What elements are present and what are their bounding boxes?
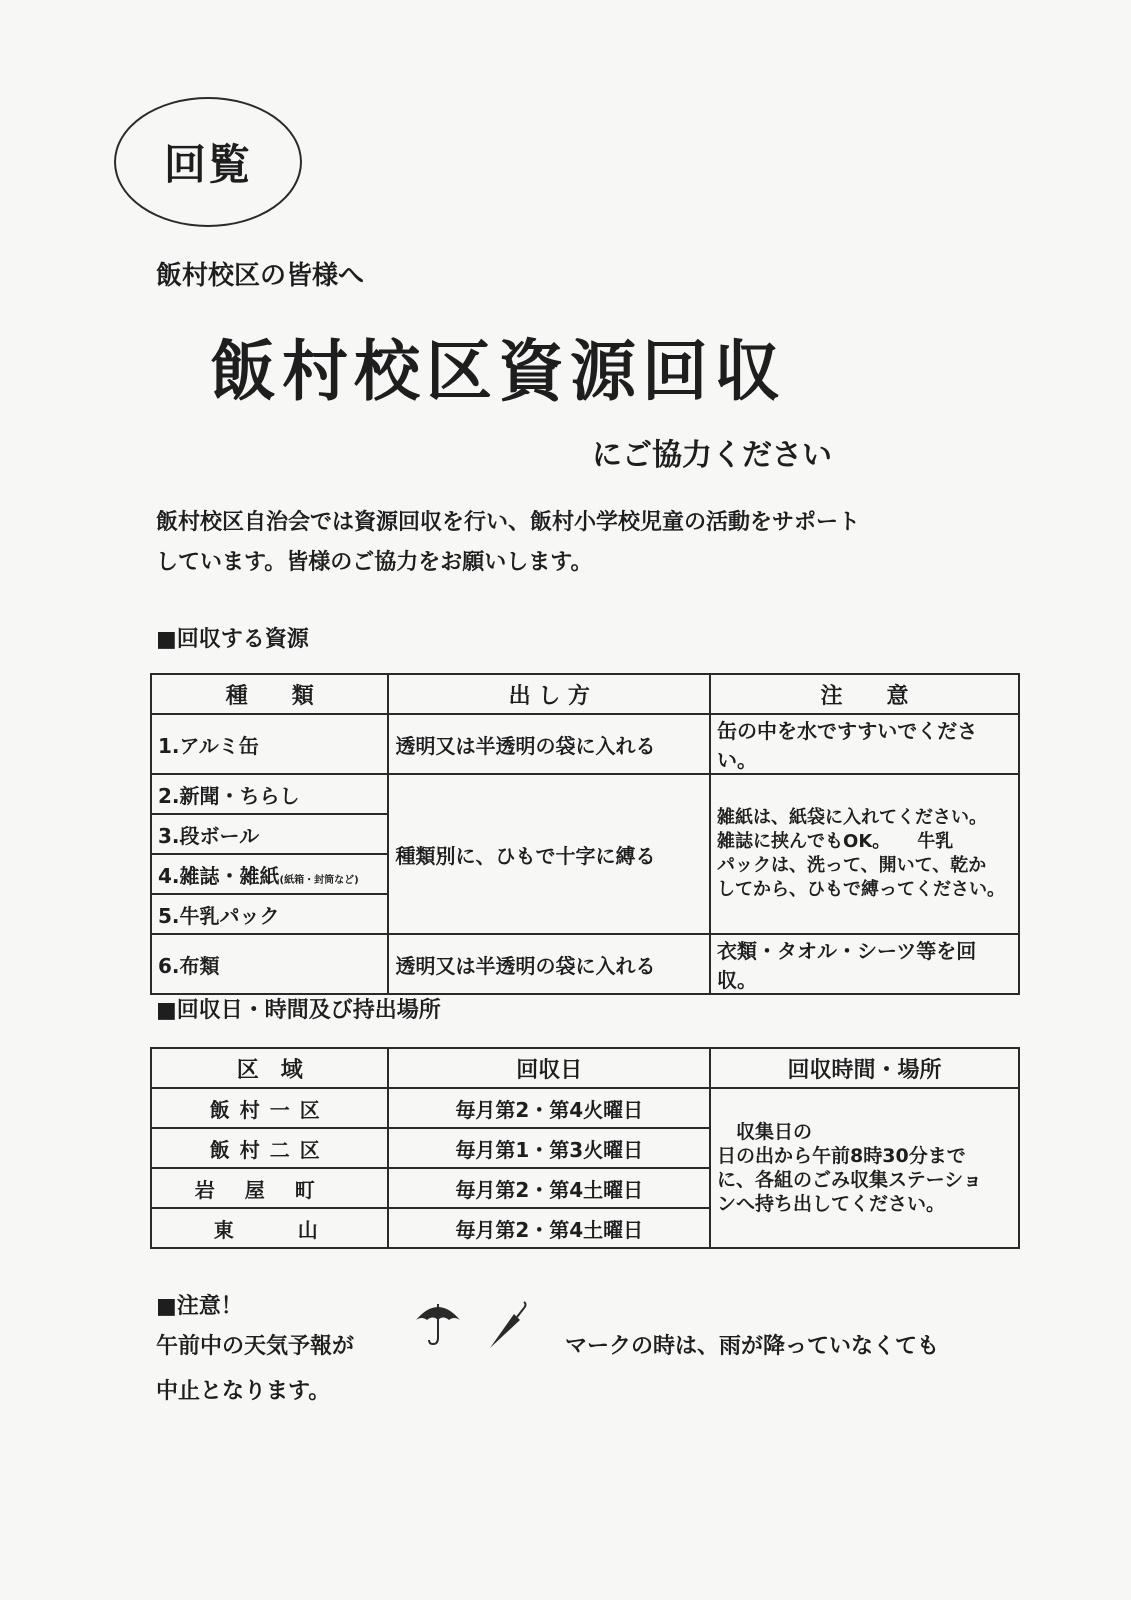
caution-line: パックは、洗って、開いて、乾か [717,855,987,876]
item-cell: 3.段ボール [151,814,388,854]
method-cell: 透明又は半透明の袋に入れる [388,714,710,774]
umbrella-open-icon [412,1298,464,1348]
warning-line-2: 中止となります。 [156,1379,331,1404]
resources-table [150,673,1020,995]
section-heading-schedule: ■回収日・時間及び持出場所 [156,998,441,1023]
header-type: 種 類 [151,674,388,714]
table-row [151,774,1019,814]
salutation: 飯村校区の皆様へ [156,261,365,291]
page-title: 飯村校区資源回収 [210,333,786,410]
caution-cell-paper [710,774,1019,934]
header-caution: 注 意 [710,674,1019,714]
item-cell: 2.新聞・ちらし [151,774,388,814]
intro-line-1: 飯村校区自治会では資源回収を行い、飯村小学校児童の活動をサポート [156,510,861,535]
table-header-row [151,1048,1019,1088]
area-cell: 岩屋町 [151,1168,388,1208]
section-heading-resources: ■回収する資源 [156,627,309,652]
item-label: 4.雑誌・雑紙 [158,863,280,888]
day-cell: 毎月第2・第4火曜日 [388,1088,710,1128]
method-cell: 種類別に、ひもで十字に縛る [388,774,710,934]
caution-cell: 衣類・タオル・シーツ等を回収。 [710,934,1019,994]
table-header-row [151,674,1019,714]
caution-line: してから、ひもで縛ってください。 [717,879,1006,900]
section-heading-warning: ■注意！ [156,1294,243,1319]
day-cell: 毎月第2・第4土曜日 [388,1168,710,1208]
table-row [151,1088,1019,1128]
time-line: ンへ持ち出してください。 [717,1193,946,1215]
caution-line: 雑誌に挟んでもOK。 牛乳 [717,831,954,852]
intro-line-2: しています。皆様のご協力をお願いします。 [156,550,593,575]
caution-cell: 缶の中を水ですすいでください。 [710,714,1019,774]
kairan-label: 回覧 [163,140,252,189]
schedule-table [150,1047,1020,1249]
table-row [151,934,1019,994]
header-time-place: 回収時間・場所 [710,1048,1019,1088]
umbrella-closed-icon [484,1300,530,1352]
header-area: 区 域 [151,1048,388,1088]
method-cell: 透明又は半透明の袋に入れる [388,934,710,994]
item-subnote: (紙箱・封筒など) [279,874,359,886]
header-method: 出 し 方 [388,674,710,714]
kairan-stamp [114,97,302,227]
time-line: に、各組のごみ収集ステーショ [717,1169,982,1191]
warning-line-1b: マークの時は、雨が降っていなくても [565,1334,940,1359]
header-day: 回収日 [388,1048,710,1088]
item-cell-magazine [151,854,388,894]
item-cell: 6.布類 [151,934,388,994]
day-cell: 毎月第2・第4土曜日 [388,1208,710,1248]
area-cell: 飯村一区 [151,1088,388,1128]
time-line: 日の出から午前8時30分まで [717,1145,966,1167]
intro-paragraph [156,503,986,583]
item-cell: 5.牛乳パック [151,894,388,934]
day-cell: 毎月第1・第3火曜日 [388,1128,710,1168]
area-cell: 東 山 [151,1208,388,1248]
warning-line-1a: 午前中の天気予報が [156,1334,355,1359]
caution-line: 雑紙は、紙袋に入れてください。 [717,807,988,828]
table-row [151,714,1019,774]
time-line: 収集日の [717,1121,813,1143]
time-place-cell [710,1088,1019,1248]
area-cell: 飯村二区 [151,1128,388,1168]
item-cell: 1.アルミ缶 [151,714,388,774]
page-subtitle: にご協力ください [592,438,832,473]
